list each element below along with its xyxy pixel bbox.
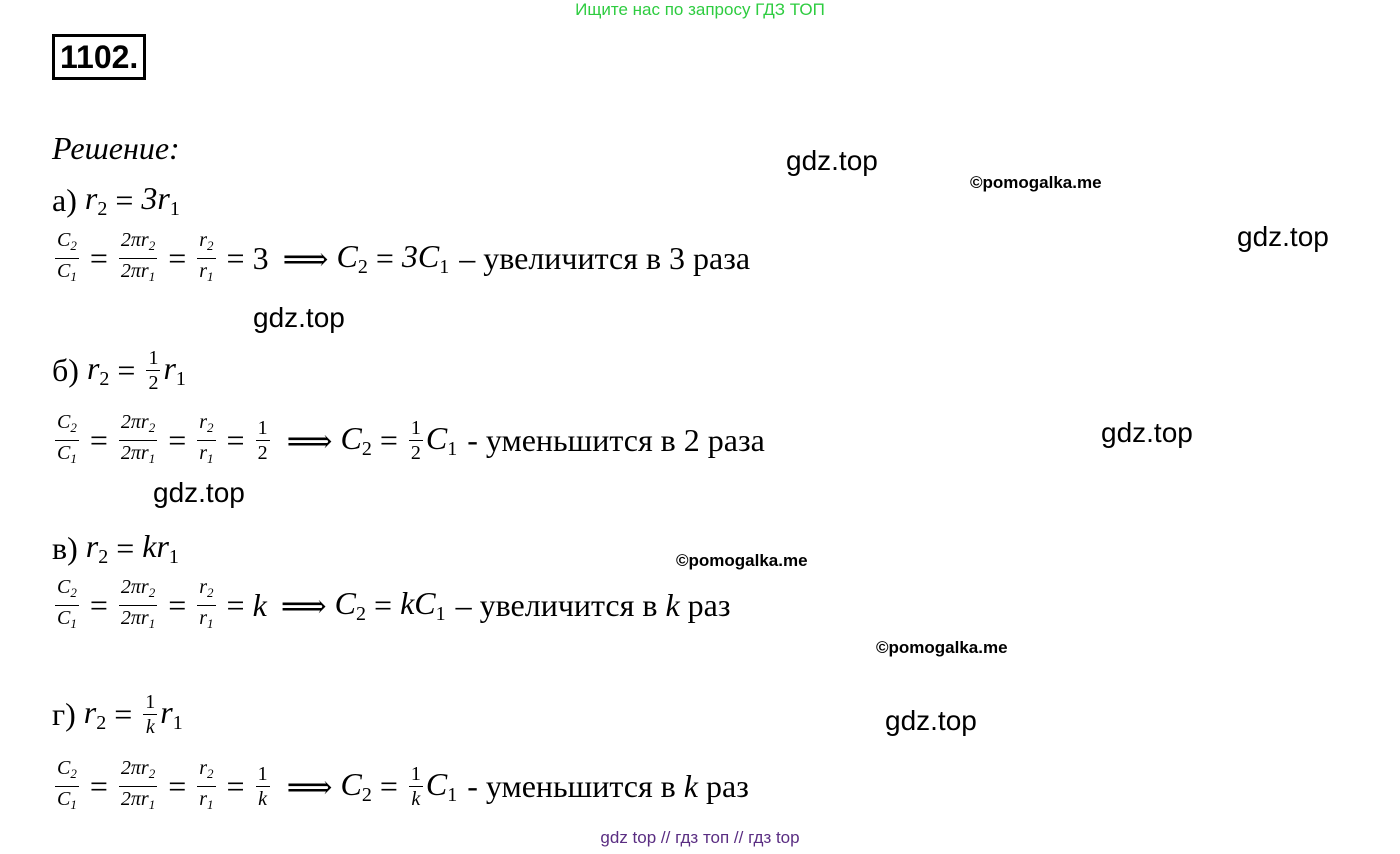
part-a-condition: а) $r_2$ = $3r_1$ bbox=[52, 180, 180, 220]
part-b-frac-den: 2 bbox=[148, 372, 159, 394]
task-number: 1102. bbox=[52, 34, 146, 80]
part-c-result: – увеличится в bbox=[455, 587, 658, 623]
part-c-solution: $\frac{C_2}{C_1}$ = $\frac{2\pi r_2}{2\pi r_1}$ = $\frac{r_2}{r_1}$ = k ⟹ $C_2$ = $kC_1$ – увеличится в k раз bbox=[57, 576, 731, 631]
part-b-condition: б) $r_2$ = $\frac{1}{2}$ $r_1$ bbox=[52, 347, 186, 394]
formula-text: $r_2$ bbox=[84, 180, 108, 220]
top-banner: Ищите нас по запросу ГДЗ ТОП bbox=[575, 0, 825, 19]
part-b-prefix: б) bbox=[52, 352, 79, 388]
watermark-pomogalka: ©pomogalka.me bbox=[676, 551, 808, 570]
part-c-prefix: в) bbox=[52, 530, 78, 566]
footer-links: gdz top // гдз топ // гдз top bbox=[600, 828, 800, 847]
part-b-result: - уменьшится в 2 раза bbox=[467, 422, 765, 458]
part-a-result: – увеличится в 3 раза bbox=[459, 240, 751, 276]
watermark-gdz: gdz.top bbox=[885, 705, 977, 736]
part-d-result: - уменьшится в bbox=[467, 768, 676, 804]
watermark-gdz: gdz.top bbox=[1237, 221, 1329, 252]
part-d-result-var: k bbox=[683, 768, 698, 804]
part-a-prefix: а) bbox=[52, 182, 77, 218]
watermark-gdz: gdz.top bbox=[153, 477, 245, 508]
part-b-frac-num: 1 bbox=[148, 347, 159, 369]
part-b-solution: $\frac{C_2}{C_1}$ = $\frac{2\pi r_2}{2\pi r_1}$ = $\frac{r_2}{r_1}$ = $\frac{1}{2}$ ⟹ $C_2$ = $\frac{1}{2}$ $C_1$ - уменьшится в 2 раза bbox=[57, 411, 765, 466]
solution-heading: Решение: bbox=[52, 130, 180, 166]
watermark-pomogalka: ©pomogalka.me bbox=[970, 173, 1102, 192]
formula-text: $3r_1$ bbox=[141, 180, 180, 220]
part-a-solution: $\frac{C_2}{C_1}$ = $\frac{2\pi r_2}{2\pi r_1}$ = $\frac{r_2}{r_1}$ = 3 ⟹ $C_2$ = $3C_1$ – увеличится в 3 раза bbox=[57, 229, 751, 284]
watermark-pomogalka: ©pomogalka.me bbox=[876, 638, 1008, 657]
part-c-condition: в) $r_2$ = $kr_1$ bbox=[52, 528, 179, 568]
part-c-result-var: k bbox=[665, 587, 680, 623]
part-d-condition: г) $r_2$ = $\frac{1}{k}$ $r_1$ bbox=[52, 691, 183, 738]
part-a-ratio: 3 bbox=[252, 240, 269, 276]
part-d-prefix: г) bbox=[52, 696, 76, 732]
watermark-gdz: gdz.top bbox=[786, 145, 878, 176]
part-c-result-tail: раз bbox=[687, 587, 731, 623]
part-d-result-tail: раз bbox=[705, 768, 749, 804]
watermark-gdz: gdz.top bbox=[253, 302, 345, 333]
part-d-solution: $\frac{C_2}{C_1}$ = $\frac{2\pi r_2}{2\pi r_1}$ = $\frac{r_2}{r_1}$ = $\frac{1}{k}$ ⟹ $C_2$ = $\frac{1}{k}$ $C_1$ - уменьшится в k раз bbox=[57, 757, 749, 812]
watermark-gdz: gdz.top bbox=[1101, 417, 1193, 448]
